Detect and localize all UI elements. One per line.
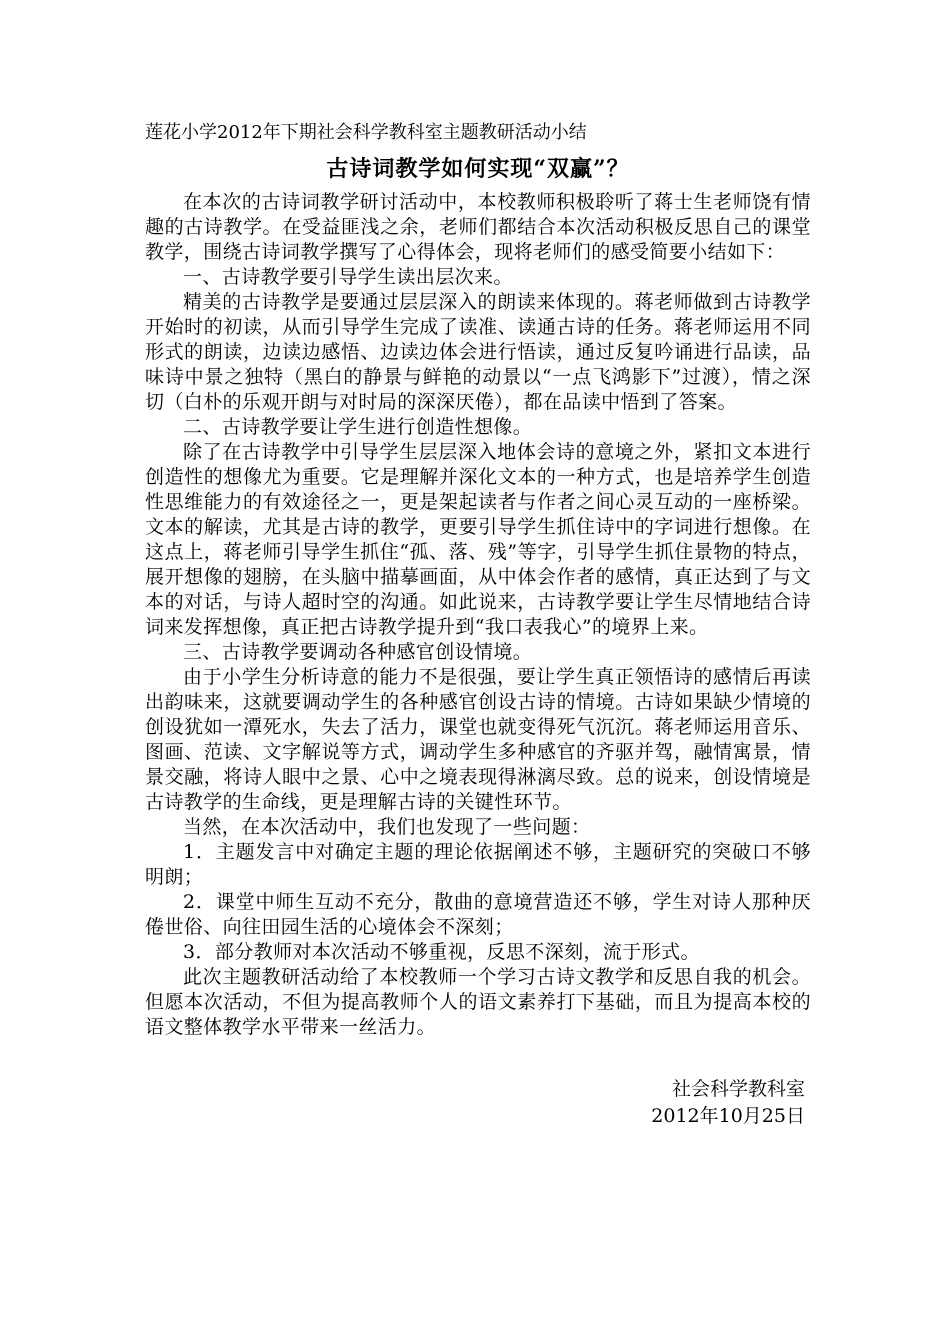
paragraph-section-1: 精美的古诗教学是要通过层层深入的朗读来体现的。蒋老师做到古诗教学开始时的初读，从而引导学生完成了读准、读通古诗的任务。蒋老师运用不同形式的朗读，边读边感悟、边读边体会进行悟读，通过反复吟诵进行品读，品味诗中景之独特（黑白的静景与鲜艳的动景以“一点飞鸿影下”过渡），情之深切（白朴的乐观开朗与对时局的深深厌倦），都在品读中悟到了答案。 [145,291,811,413]
paragraph-section-2: 除了在古诗教学中引导学生层层深入地体会诗的意境之外，紧扣文本进行创造性的想像尤为重要。它是理解并深化文本的一种方式，也是培养学生创造性思维能力的有效途径之一，更是架起读者与作者之间心灵互动的一座桥梁。文本的解读，尤其是古诗的教学，更要引导学生抓住诗中的字词进行想像。在这点上，蒋老师引导学生抓住“孤、落、残”等字，引导学生抓住景物的特点，展开想像的翅膀，在头脑中描摹画面，从中体会作者的感情，真正达到了与文本的对话，与诗人超时空的沟通。如此说来，古诗教学要让学生尽情地结合诗词来发挥想像，真正把古诗教学提升到“我口表我心”的境界上来。 [145,441,811,638]
document-title: 古诗词教学如何实现“双赢”？ [326,156,630,182]
paragraph-issues-intro: 当然，在本次活动中，我们也发现了一些问题： [183,816,591,838]
heading-section-3: 三、古诗教学要调动各种感官创设情境。 [183,641,533,663]
issue-item-3: 3．部分教师对本次活动不够重视，反思不深刻，流于形式。 [183,941,700,963]
issue-item-2: 2．课堂中师生互动不充分，散曲的意境营造还不够，学生对诗人那种厌倦世俗、向往田园生活的心境体会不深刻； [145,891,811,938]
heading-section-2: 二、古诗教学要让学生进行创造性想像。 [183,416,533,438]
paragraph-section-3: 由于小学生分析诗意的能力不是很强，要让学生真正领悟诗的感情后再读出韵味来，这就要调动学生的各种感官创设古诗的情境。古诗如果缺少情境的创设犹如一潭死水，失去了活力，课堂也就变得死气沉沉。蒋老师运用音乐、图画、范读、文字解说等方式，调动学生多种感官的齐驱并驾，融情寓景，情景交融，将诗人眼中之景、心中之境表现得淋漓尽致。总的说来，创设情境是古诗教学的生命线，更是理解古诗的关键性环节。 [145,666,811,813]
document-subtitle: 莲花小学2012年下期社会科学教科室主题教研活动小结 [145,122,587,143]
paragraph-conclusion: 此次主题教研活动给了本校教师一个学习古诗文教学和反思自我的机会。但愿本次活动，不但为提高教师个人的语文素养打下基础，而且为提高本校的语文整体教学水平带来一丝活力。 [145,966,811,1038]
issue-item-1: 1．主题发言中对确定主题的理论依据阐述不够，主题研究的突破口不够明朗； [145,841,811,888]
signoff-block [145,1076,811,1130]
document-body [145,190,811,1040]
heading-section-1: 一、古诗教学要引导学生读出层次来。 [183,266,513,288]
date: 2012年10月25日 [651,1105,805,1127]
paragraph-intro: 在本次的古诗词教学研讨活动中，本校教师积极聆听了蒋士生老师饶有情趣的古诗教学。在受益匪浅之余，老师们都结合本次活动积极反思自己的课堂教学，围绕古诗词教学撰写了心得体会，现将老师们的感受简要小结如下： [145,191,811,263]
document-page [145,118,811,1130]
signature: 社会科学教科室 [671,1078,805,1100]
